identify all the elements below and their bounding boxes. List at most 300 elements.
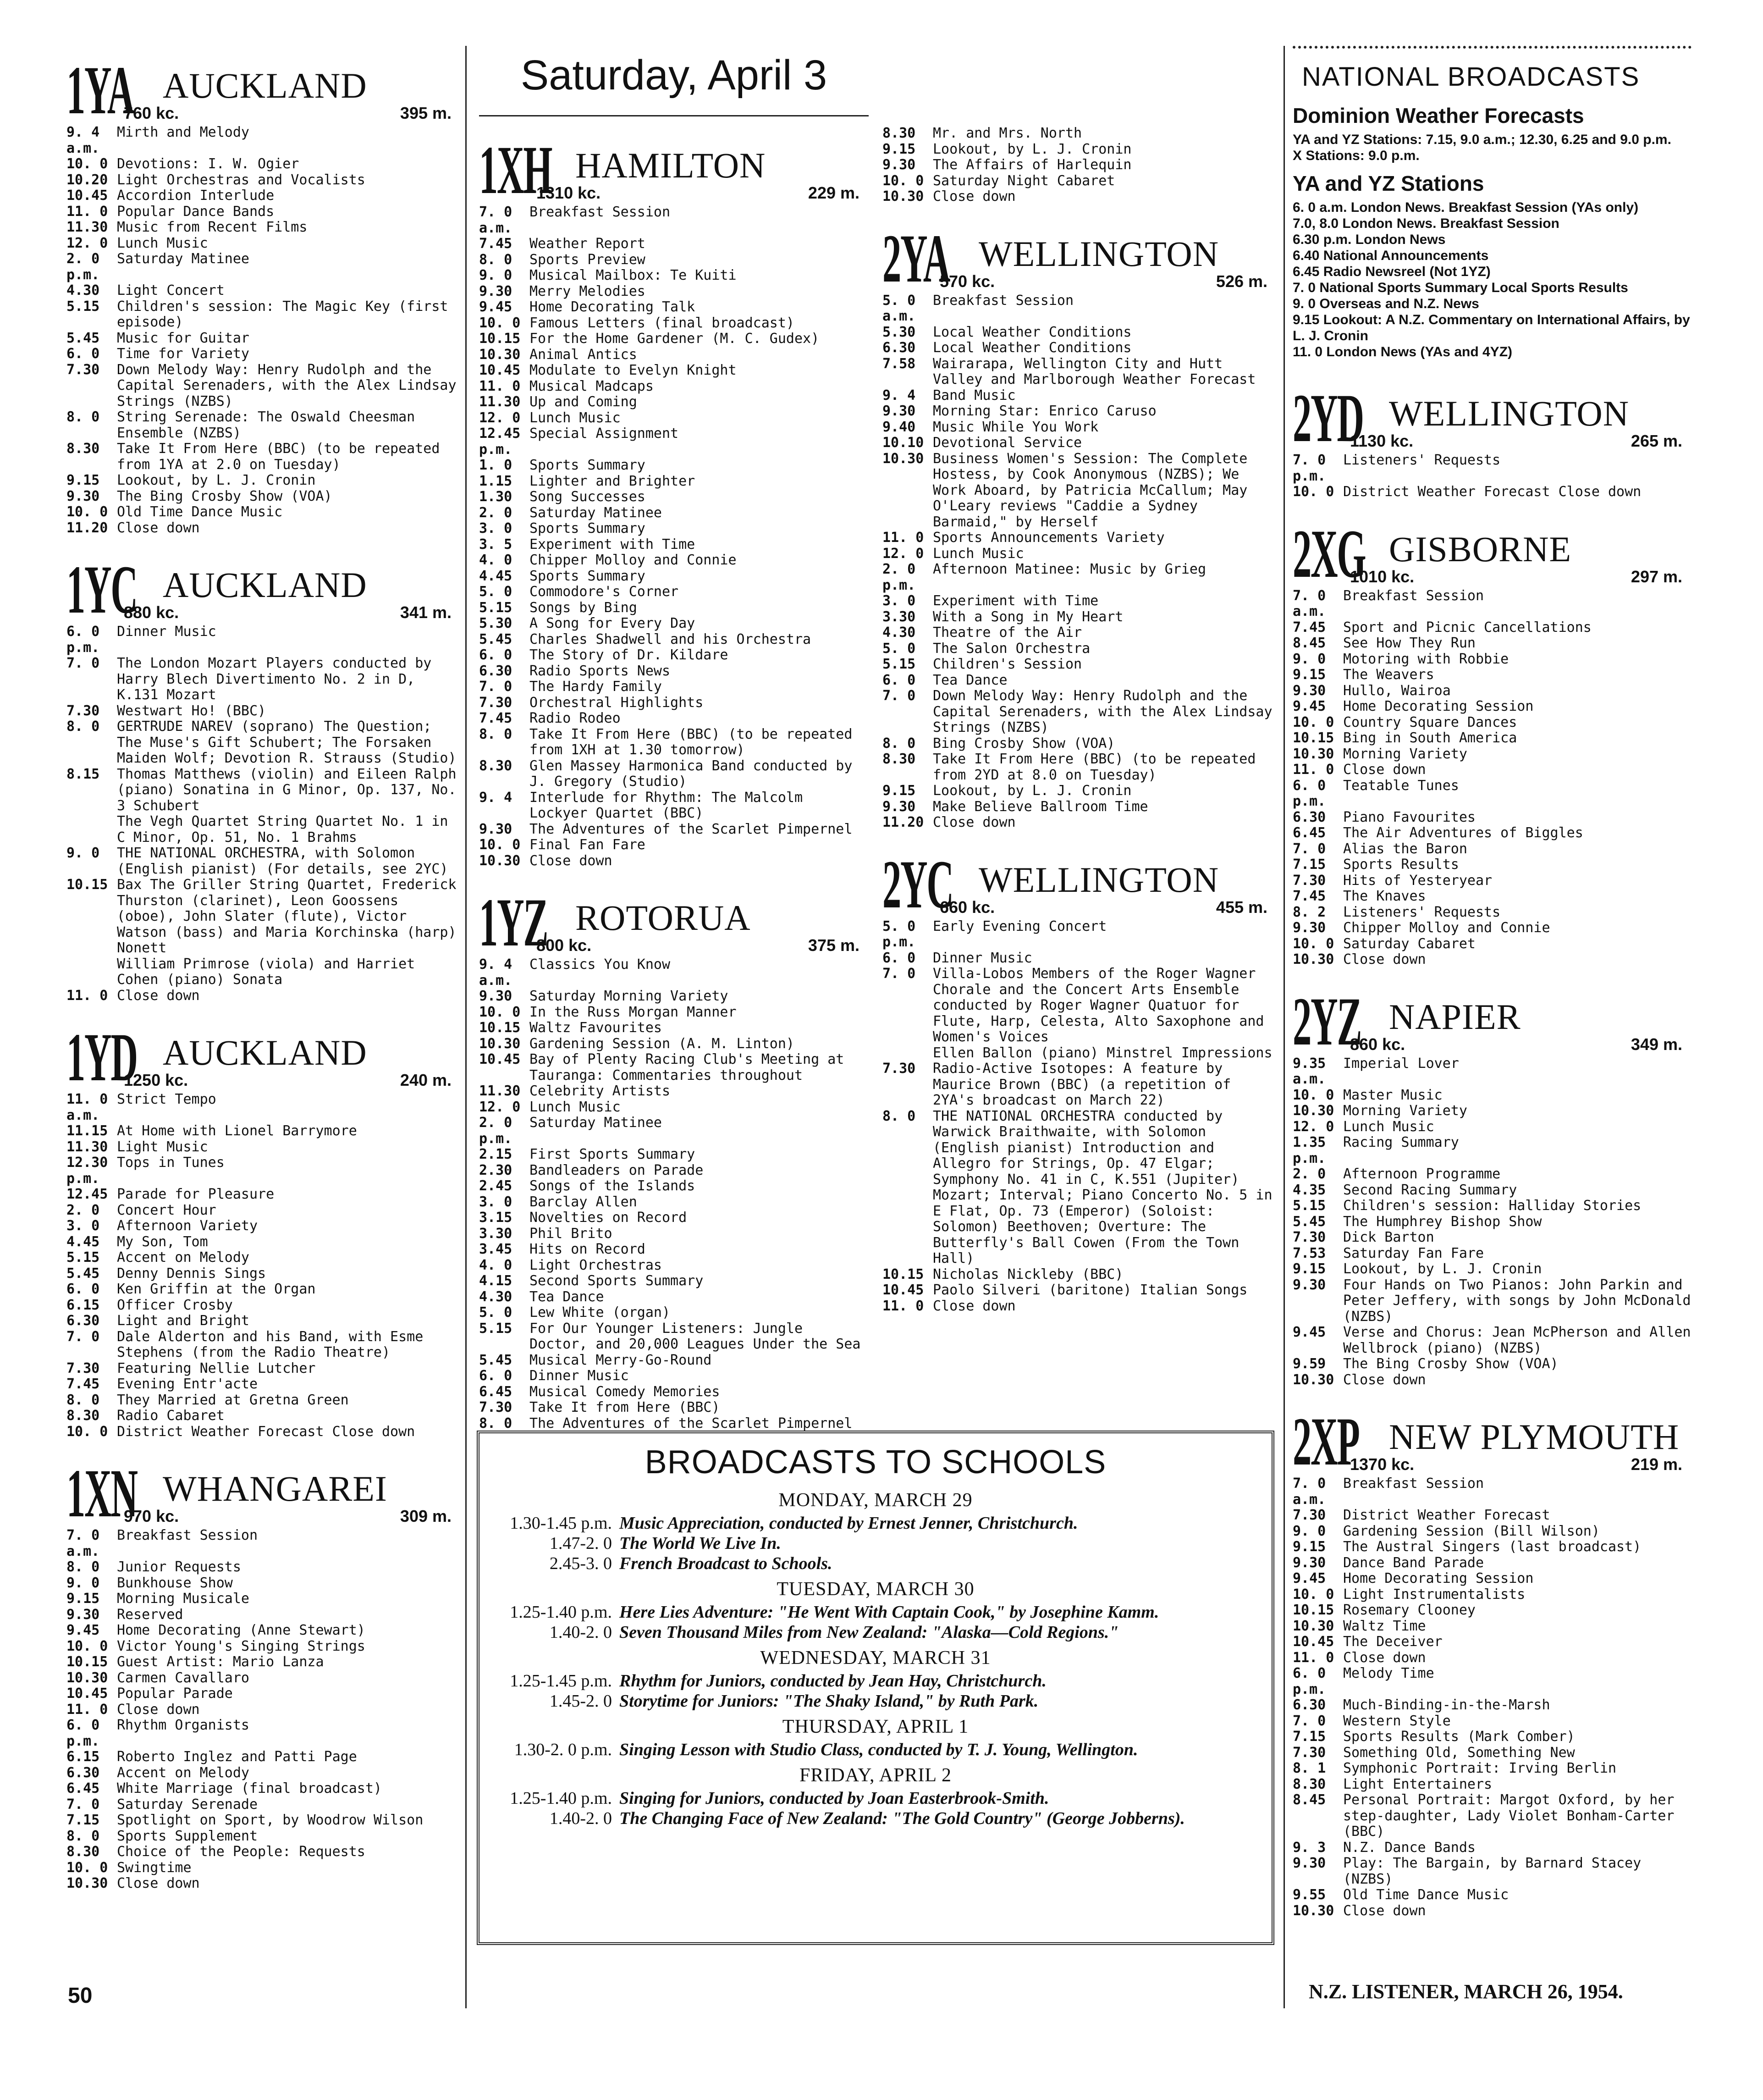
programme-time: 12. 0	[479, 409, 521, 426]
programme-row	[1293, 1356, 1691, 1372]
station-header	[1293, 509, 1691, 592]
programme-title: Theatre of the Air	[933, 624, 1082, 641]
programme-row	[479, 837, 869, 853]
programme-row	[882, 657, 1277, 673]
programme-title: Lookout, by L. J. Cronin	[1343, 1261, 1542, 1277]
programme-title: Swingtime	[117, 1859, 192, 1876]
programme-row	[479, 331, 869, 347]
programme-title: The Weavers	[1343, 667, 1434, 683]
programme-title: Phil Brito	[529, 1225, 612, 1242]
programme-time: 9.30	[479, 283, 512, 299]
schools-row	[502, 1533, 1249, 1553]
programme-row	[479, 1368, 869, 1384]
programme-title: Popular Dance Bands	[117, 203, 275, 220]
programme-title: First Sports Summary	[529, 1146, 695, 1162]
programme-title: With a Song in My Heart	[933, 608, 1124, 625]
programme-time: 6. 0	[479, 1368, 512, 1384]
programme-time: 10.30	[479, 346, 521, 363]
weather-heading: Dominion Weather Forecasts	[1293, 104, 1584, 127]
programme-title: Dinner Music	[117, 624, 216, 640]
schools-title: BROADCASTS TO SCHOOLS	[645, 1444, 1107, 1481]
programme-title: Experiment with Time	[529, 536, 695, 553]
schools-description: Seven Thousand Miles from New Zealand: "Alaska—Cold Regions."	[619, 1623, 1119, 1642]
programme-time: 8.30	[66, 441, 100, 457]
programme-title: White Marriage (final broadcast)	[117, 1780, 382, 1796]
programme-time: 10.30	[1293, 1103, 1334, 1119]
programme-time: 10. 0	[66, 156, 108, 172]
weather-line: X Stations: 9.0 p.m.	[1293, 148, 1420, 163]
programme-row	[882, 799, 1277, 815]
programme-title: Business Women's Session: The Complete Hostess, by Cook Anonymous (NZBS); We Work Aboard, by Patricia McCallum; May O'Leary reviews "Caddie a Sydney Barmaid," by Herself	[933, 450, 1248, 530]
programme-row	[1293, 1246, 1691, 1262]
programme-time: 5.45	[66, 1265, 100, 1282]
station-frequency: 880 kc.	[124, 603, 179, 622]
programme-title: Listeners' Requests	[1343, 904, 1501, 920]
programme-time: 8. 1	[1293, 1760, 1326, 1776]
programme-time: 9.45	[1293, 698, 1326, 714]
programme-title: Hits of Yesteryear	[1343, 872, 1493, 889]
programme-time: 6. 0 p.m.	[66, 624, 100, 656]
schools-time: 1.40-2. 0	[549, 1623, 612, 1642]
programme-title: Hits on Record	[529, 1241, 645, 1257]
programme-title: Close down	[1343, 762, 1426, 778]
programme-title: Dick Barton	[1343, 1229, 1434, 1245]
station-line: 11. 0 London News (YAs and 4YZ)	[1293, 344, 1513, 359]
programme-time: 11. 0	[1293, 1649, 1334, 1666]
programme-title: Close down	[529, 852, 612, 869]
programme-time: 12. 0	[1293, 1118, 1334, 1135]
programme-title: Modulate to Evelyn Knight	[529, 362, 737, 378]
programme-title: Sports Results (Mark Comber)	[1343, 1729, 1575, 1745]
programme-row	[66, 1670, 461, 1686]
station-frequency: 1010 kc.	[1350, 567, 1415, 586]
programme-time: 7.30	[1293, 1744, 1326, 1761]
programme-time: 2.45	[479, 1178, 512, 1194]
programme-row	[479, 1036, 869, 1052]
programme-title: Morning Star: Enrico Caruso	[933, 403, 1157, 419]
schools-row	[502, 1691, 1249, 1711]
programme-title: See How They Run	[1343, 635, 1476, 651]
schools-time: 1.30-2. 0 p.m.	[514, 1740, 612, 1759]
programme-row	[479, 1273, 869, 1289]
station-block	[882, 840, 1277, 1315]
programme-row	[66, 251, 461, 283]
station-block	[66, 545, 461, 1004]
programme-title: They Married at Gretna Green	[117, 1392, 349, 1408]
programme-title: Symphonic Portrait: Irving Berlin	[1343, 1760, 1617, 1776]
programme-title: District Weather Forecast Close down	[117, 1423, 415, 1440]
programme-time: 10.45	[66, 1686, 108, 1702]
programme-row	[66, 1654, 461, 1670]
programme-time: 9.30	[1293, 1855, 1326, 1871]
programme-time: 10.30	[479, 852, 521, 869]
programme-row	[479, 426, 869, 458]
programme-row	[66, 656, 461, 703]
column-4	[1293, 46, 1691, 1928]
programme-time: 10. 0	[1293, 484, 1334, 500]
page-number: 50	[68, 1984, 93, 2008]
station-city: WELLINGTON	[979, 859, 1219, 900]
programme-time: 2. 0 p.m.	[66, 251, 100, 283]
programme-row	[66, 283, 461, 299]
programme-time: 8. 2	[1293, 904, 1326, 920]
schools-day-heading: THURSDAY, APRIL 1	[782, 1716, 969, 1737]
programme-row	[1293, 936, 1691, 952]
programme-title: Bing Crosby Show (VOA)	[933, 735, 1115, 752]
programme-row	[66, 1329, 461, 1361]
programme-title: Children's session: Halliday Stories	[1343, 1198, 1642, 1214]
programme-title: Dinner Music	[529, 1368, 629, 1384]
programme-title: Lunch Music	[529, 409, 621, 426]
programme-row	[882, 142, 1277, 158]
decorative-rule	[1293, 46, 1691, 52]
programme-title: Imperial Lover	[1343, 1055, 1459, 1072]
programme-title: Band Music	[933, 387, 1016, 403]
programme-title: Saturday Cabaret	[1343, 935, 1476, 952]
programme-time: 6.30	[66, 1313, 100, 1329]
programme-list	[1293, 453, 1691, 500]
programme-time: 6.30	[882, 340, 916, 356]
programme-row	[479, 410, 869, 426]
programme-time: 10.30	[479, 1035, 521, 1052]
programme-title: District Weather Forecast Close down	[1343, 484, 1642, 500]
programme-title: Accent on Melody	[117, 1764, 249, 1781]
schools-description: The Changing Face of New Zealand: "The Gold Country" (George Jobberns).	[619, 1809, 1185, 1828]
programme-time: 7.45	[1293, 888, 1326, 904]
programme-row	[66, 1408, 461, 1424]
programme-row	[66, 1686, 461, 1702]
programme-row	[1293, 1603, 1691, 1619]
programme-row	[1293, 810, 1691, 826]
station-block	[882, 126, 1277, 205]
station-wavelength: 297 m.	[1631, 567, 1682, 586]
station-header	[882, 840, 1277, 923]
station-city: ROTORUA	[575, 898, 751, 938]
programme-time: 7.58	[882, 355, 916, 372]
programme-row	[1293, 1088, 1691, 1104]
programme-title: Bay of Plenty Racing Club's Meeting at Tauranga: Commentaries throughout	[529, 1051, 844, 1083]
programme-title: Dale Alderton and his Band, with Esme Stephens (from the Radio Theatre)	[117, 1328, 424, 1360]
programme-title: Light and Bright	[117, 1313, 249, 1329]
programme-title: Devotional Service	[933, 435, 1082, 451]
programme-row	[882, 1299, 1277, 1315]
programme-time: 3.30	[882, 608, 916, 625]
programme-title: Racing Summary	[1343, 1134, 1459, 1150]
station-wavelength: 240 m.	[400, 1071, 452, 1089]
station-city: AUCKLAND	[163, 66, 367, 105]
programme-row	[1293, 1666, 1691, 1697]
programme-time: 6.45	[1293, 825, 1326, 841]
programme-title: Breakfast Session	[1343, 587, 1484, 604]
station-wavelength: 526 m.	[1216, 271, 1267, 291]
programme-title: Local Weather Conditions	[933, 324, 1132, 340]
programme-time: 8.30	[882, 125, 916, 141]
schools-row	[502, 1513, 1249, 1533]
station-wavelength: 395 m.	[400, 104, 452, 122]
schools-days	[502, 1489, 1249, 1829]
programme-time: 8.30	[882, 751, 916, 767]
programme-row	[1293, 841, 1691, 857]
programme-time: 2.30	[479, 1162, 512, 1178]
schools-time: 2.45-3. 0	[549, 1554, 612, 1573]
programme-time: 4. 0	[479, 1257, 512, 1273]
programme-list	[882, 126, 1277, 205]
programme-row	[66, 1844, 461, 1860]
programme-row	[66, 331, 461, 347]
programme-row	[1293, 746, 1691, 763]
programme-row	[66, 1361, 461, 1377]
programme-row	[882, 752, 1277, 783]
programme-row	[479, 474, 869, 490]
programme-title: Devotions: I. W. Ogier	[117, 156, 299, 172]
programme-row	[882, 126, 1277, 142]
national-broadcasts-title: NATIONAL BROADCASTS	[1302, 62, 1640, 92]
programme-time: 9.15	[1293, 1539, 1326, 1555]
programme-row	[1293, 1887, 1691, 1903]
programme-title: The London Mozart Players conducted by Harry Blech Divertimento No. 2 in D, K.131 Mozart	[117, 655, 432, 703]
programme-time: 3. 5	[479, 536, 512, 553]
programme-time: 6. 0	[479, 647, 512, 663]
programme-title: Accent on Melody	[117, 1249, 249, 1266]
programme-title: The Story of Dr. Kildare	[529, 647, 728, 663]
programme-title: Westwart Ho! (BBC)	[117, 702, 266, 719]
programme-row	[479, 569, 869, 585]
programme-row	[1293, 1214, 1691, 1230]
programme-time: 7. 0	[66, 1328, 100, 1345]
programme-row	[882, 951, 1277, 967]
programme-row	[882, 293, 1277, 325]
programme-title: Tops in Tunes	[117, 1155, 225, 1171]
programme-row	[66, 1797, 461, 1813]
programme-time: 2. 0	[479, 504, 512, 521]
programme-title: District Weather Forecast	[1343, 1507, 1550, 1523]
programme-row	[66, 1528, 461, 1559]
programme-time: 8.30	[1293, 1776, 1326, 1792]
programme-time: 6.30	[1293, 1697, 1326, 1713]
programme-time	[66, 956, 117, 988]
programme-time: 6.15	[66, 1749, 100, 1765]
station-line: 7.0, 8.0 London News. Breakfast Session	[1293, 216, 1559, 231]
station-frequency: 1130 kc.	[1350, 431, 1414, 450]
programme-title: Early Evening Concert	[933, 918, 1107, 934]
programme-title: Down Melody Way: Henry Rudolph and the Capital Serenaders, with the Alex Lindsay Strings (NZBS)	[117, 361, 457, 409]
programme-time: 6. 0	[66, 1281, 100, 1297]
station-city: WELLINGTON	[979, 233, 1219, 274]
programme-time: 10.30	[1293, 1618, 1334, 1634]
programme-time: 10.30	[1293, 1902, 1334, 1919]
programme-time: 12.45	[66, 1186, 108, 1202]
programme-time: 1.30	[479, 489, 512, 505]
programme-time: 7. 0	[1293, 1713, 1326, 1729]
station-wavelength: 265 m.	[1631, 431, 1682, 450]
programme-row	[66, 1155, 461, 1187]
programme-title: Ken Griffin at the Organ	[117, 1281, 316, 1297]
programme-title: Close down	[1343, 951, 1426, 967]
programme-row	[1293, 1261, 1691, 1277]
programme-time: 7.45	[66, 1376, 100, 1392]
programme-time: 10. 0	[66, 1638, 108, 1654]
programme-title: Featuring Nellie Lutcher	[117, 1360, 316, 1376]
station-frequency: 800 kc.	[536, 936, 592, 955]
programme-title: Home Decorating Talk	[529, 299, 695, 315]
station-block	[1293, 509, 1691, 968]
station-city: AUCKLAND	[163, 1033, 367, 1072]
programme-row	[479, 790, 869, 822]
programme-title: Alias the Baron	[1343, 840, 1467, 857]
programme-row	[1293, 857, 1691, 873]
programme-time: 5.15	[66, 298, 100, 315]
programme-row	[1293, 1713, 1691, 1730]
programme-time: 5.15	[1293, 1198, 1326, 1214]
programme-title: Master Music	[1343, 1087, 1443, 1103]
programme-time: 9.30	[882, 157, 916, 173]
programme-row	[66, 520, 461, 536]
programme-title: Radio-Active Isotopes: A feature by Maurice Brown (BBC) (a repetition of 2YA's broadcast on March 22)	[933, 1061, 1231, 1108]
station-frequency: 1370 kc.	[1350, 1455, 1415, 1474]
programme-time: 7.30	[479, 1399, 512, 1415]
programme-row	[882, 966, 1277, 1045]
schools-description: The World We Live In.	[619, 1534, 781, 1553]
programme-time: 8.30	[66, 1408, 100, 1424]
programme-title: Songs by Bing	[529, 599, 637, 616]
station-line: 6.30 p.m. London News	[1293, 232, 1446, 247]
programme-time: 8. 0	[479, 1415, 512, 1431]
programme-time: 6.45	[479, 1383, 512, 1400]
programme-time: 12.45 p.m.	[479, 426, 521, 458]
programme-title: Classics You Know	[529, 956, 671, 973]
programme-time: 11.15	[66, 1123, 108, 1139]
programme-row	[1293, 699, 1691, 715]
programme-title: Bandleaders on Parade	[529, 1162, 704, 1178]
programme-time: 3.30	[479, 1225, 512, 1242]
programme-row	[479, 489, 869, 505]
programme-time: 7. 0 a.m.	[479, 204, 512, 236]
station-frequency: 1250 kc.	[124, 1071, 188, 1089]
programme-row	[66, 409, 461, 441]
programme-title: Thomas Matthews (violin) and Eileen Ralph (piano) Sonatina in G Minor, Op. 137, No. 3 Schubert	[117, 766, 457, 814]
programme-time: 4.45	[66, 1233, 100, 1250]
programme-time: 9. 0	[1293, 1523, 1326, 1539]
programme-row	[66, 172, 461, 188]
programme-row	[1293, 1697, 1691, 1713]
programme-title: Lunch Music	[117, 235, 208, 251]
programme-time: 9.30	[882, 403, 916, 419]
programme-row	[882, 325, 1277, 341]
programme-time: 5.45	[66, 330, 100, 346]
programme-row	[1293, 778, 1691, 810]
programme-title: Villa-Lobos Members of the Roger Wagner Chorale and the Concert Arts Ensemble conducted by Roger Wagner Quatuor for Flute, Harp, Celesta, Alto Saxophone and Women's Voices	[933, 966, 1264, 1045]
programme-row	[1293, 453, 1691, 484]
programme-time: 9.55	[1293, 1887, 1326, 1903]
programme-time: 6.15	[66, 1297, 100, 1313]
publication-credit: N.Z. LISTENER, MARCH 26, 1954.	[1309, 1980, 1623, 2003]
station-call-sign: 1XH	[479, 132, 552, 208]
station-header	[479, 878, 869, 961]
schools-row	[502, 1602, 1249, 1622]
programme-row	[66, 1860, 461, 1876]
programme-title: Gardening Session (Bill Wilson)	[1343, 1523, 1600, 1539]
programme-title: Evening Entr'acte	[117, 1376, 258, 1392]
programme-row	[1293, 1539, 1691, 1555]
programme-row	[1293, 1555, 1691, 1571]
programme-title: Up and Coming	[529, 394, 637, 410]
programme-title: Breakfast Session	[933, 292, 1074, 309]
programme-list	[479, 204, 869, 869]
programme-time: 7. 0	[882, 966, 916, 982]
station-header	[66, 1449, 461, 1531]
programme-time: 9. 4 a.m.	[66, 124, 100, 156]
schools-row	[502, 1808, 1249, 1829]
programme-time: 5. 0 p.m.	[882, 918, 916, 950]
programme-time: 10.15	[882, 1266, 924, 1282]
programme-time: 7. 0 p.m.	[1293, 452, 1326, 484]
station-call-sign: 1YZ	[479, 884, 548, 961]
programme-time: 7.45	[479, 236, 512, 252]
programme-row	[66, 1313, 461, 1329]
programme-title: Light Entertainers	[1343, 1776, 1493, 1792]
programme-title: Radio Cabaret	[117, 1408, 225, 1424]
programme-row	[1293, 1840, 1691, 1856]
programme-time: 11. 0	[66, 1701, 108, 1718]
programme-title: Breakfast Session	[529, 204, 671, 220]
programme-title: Final Fan Fare	[529, 837, 645, 853]
station-header	[66, 46, 461, 128]
programme-row	[66, 1876, 461, 1892]
programme-time: 4.15	[479, 1273, 512, 1289]
programme-row	[1293, 730, 1691, 746]
programme-title: Motoring with Robbie	[1343, 651, 1509, 667]
programme-title: Strict Tempo	[117, 1091, 216, 1107]
programme-title: Barclay Allen	[529, 1194, 637, 1210]
programme-time: 10.30	[1293, 1371, 1334, 1388]
programme-time: 9.30	[1293, 1554, 1326, 1571]
programme-row	[1293, 715, 1691, 731]
programme-row	[66, 1424, 461, 1440]
programme-title: Home Decorating Session	[1343, 1570, 1534, 1586]
programme-title: Saturday Fan Fare	[1343, 1245, 1484, 1261]
programme-title: Close down	[117, 1875, 200, 1891]
programme-time	[882, 1045, 933, 1061]
programme-time: 8.15	[66, 766, 100, 782]
programme-row	[1293, 1372, 1691, 1388]
programme-title: Close down	[933, 188, 1016, 204]
programme-title: Play: The Bargain, by Barnard Stacey (NZBS)	[1343, 1855, 1642, 1887]
programme-row	[66, 299, 461, 331]
programme-list	[66, 624, 461, 1004]
station-frequency: 660 kc.	[940, 897, 995, 917]
programme-row	[479, 989, 869, 1005]
schools-description: Storytime for Juniors: "The Shaky Island," by Ruth Park.	[619, 1691, 1039, 1711]
programme-time: 9.45	[66, 1622, 100, 1638]
programme-time: 10.45	[882, 1282, 924, 1298]
programme-title: Spotlight on Sport, by Woodrow Wilson	[117, 1812, 424, 1828]
station-header	[1293, 977, 1691, 1060]
programme-title: The Deceiver	[1343, 1634, 1443, 1650]
programme-row	[479, 363, 869, 379]
schools-description: Singing Lesson with Studio Class, conducted by T. J. Young, Wellington.	[619, 1740, 1138, 1759]
programme-title: Verse and Chorus: Jean McPherson and Allen Wellbrock (piano) (NZBS)	[1343, 1324, 1691, 1356]
schools-row	[502, 1671, 1249, 1691]
programme-title: Interlude for Rhythm: The Malcolm Lockyer Quartet (BBC)	[529, 789, 803, 821]
programme-title: The Air Adventures of Biggles	[1343, 825, 1583, 841]
programme-time: 7.45	[1293, 619, 1326, 636]
programme-list	[882, 919, 1277, 1315]
programme-row	[1293, 1856, 1691, 1887]
programme-time: 2.15	[479, 1146, 512, 1162]
programme-title: Breakfast Session	[1343, 1476, 1484, 1492]
programme-time: 2. 0	[66, 1202, 100, 1218]
programme-time: 5.30	[882, 324, 916, 340]
